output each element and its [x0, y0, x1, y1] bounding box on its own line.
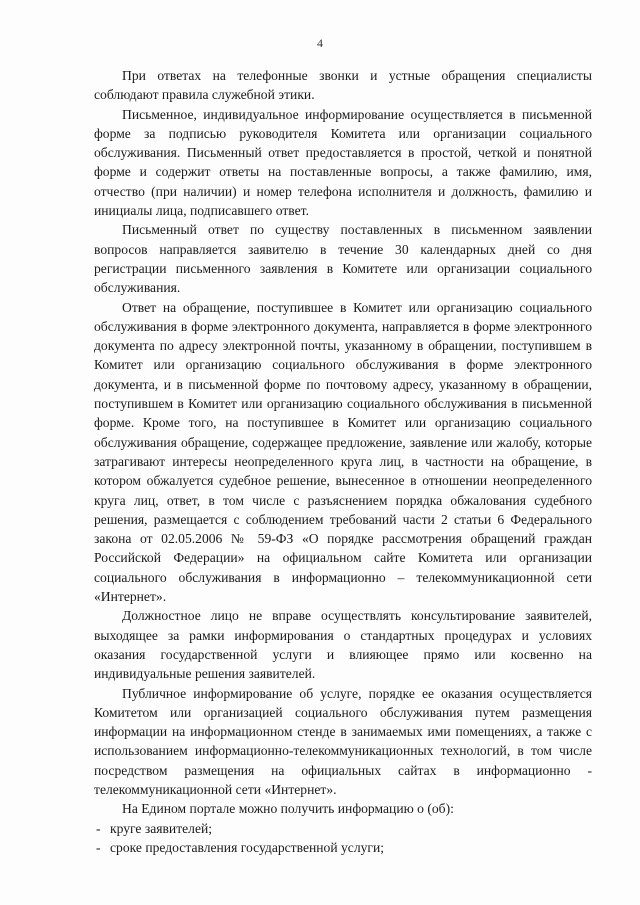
list-item	[94, 819, 592, 838]
list-item	[94, 838, 592, 857]
paragraph-unified-portal: На Едином портале можно получить информацию о (об):	[122, 801, 454, 817]
paragraph-service-ethics: При ответах на телефонные звонки и устные обращения специалисты соблюдают правила служебной этики.	[94, 68, 592, 103]
paragraph-public-informing: Публичное информирование об услуге, порядке ее оказания осуществляется Комитетом или организацией социального обслуживания путем размещения информации на информационном стенде в занимаемых ими помещениях, а также с использованием информационно-телекоммуникационных технологий, в том числе посредством размещения на официальных сайтах в информационно - телекоммуникационной сети «Интернет».	[94, 685, 592, 797]
list-item-text: круге заявителей;	[110, 820, 213, 836]
list-item-text: сроке предоставления государственной услуги;	[110, 839, 385, 855]
paragraph-electronic-answer: Ответ на обращение, поступившее в Комитет или организацию социального обслуживания в форме электронного документа, направляется в форме электронного документа по адресу электронной почты, указанному в обращении, поступившем в Комитет или организацию социального обслуживания в форме электронного документа, и в письменной форме по почтовому адресу, указанному в обращении, поступившем в Комитет или организацию социального обслуживания в письменной форме. Кроме того, на поступившее в Комитет или организацию социального обслуживания обращение, содержащее предложение, заявление или жалобу, которые затрагивают интересы неопределенного круга лиц, в частности на обращение, в котором обжалуется судебное решение, вынесенное в отношении неопределенного круга лиц, ответ, в том числе с разъяснением порядка обжалования судебного решения, размещается с соблюдением требований части 2 статьи 6 Федерального закона от 02.05.2006 № 59-ФЗ «О порядке рассмотрения обращений граждан Российской Федерации» на официальном сайте Комитета или организации социального обслуживания в информационно – телекоммуникационной сети «Интернет».	[94, 299, 592, 605]
list-bullet: -	[96, 820, 101, 836]
paragraph-consulting-limits: Должностное лицо не вправе осуществлять консультирование заявителей, выходящее за рамки информирования о стандартных процедурах и условиях оказания государственной услуги и влияющее прямо или косвенно на индивидуальные решения заявителей.	[94, 608, 592, 682]
document-body	[94, 66, 592, 857]
paragraph-written-answer-deadline: Письменный ответ по существу поставленных в письменном заявлении вопросов направляется заявителю в течение 30 календарных дней со дня регистрации письменного заявления в Комитете или организации социального обслуживания.	[94, 222, 592, 296]
page-number: 4	[317, 36, 323, 50]
paragraph-written-informing: Письменное, индивидуальное информирование осуществляется в письменной форме за подписью руководителя Комитета или организации социального обслуживания. Письменный ответ предоставляется в простой, четкой и понятной форме и содержит ответы на поставленные вопросы, а также фамилию, имя, отчество (при наличии) и номер телефона исполнителя и должность, фамилию и инициалы лица, подписавшего ответ.	[94, 106, 592, 219]
list-bullet: -	[96, 839, 101, 855]
portal-info-list	[94, 819, 592, 858]
